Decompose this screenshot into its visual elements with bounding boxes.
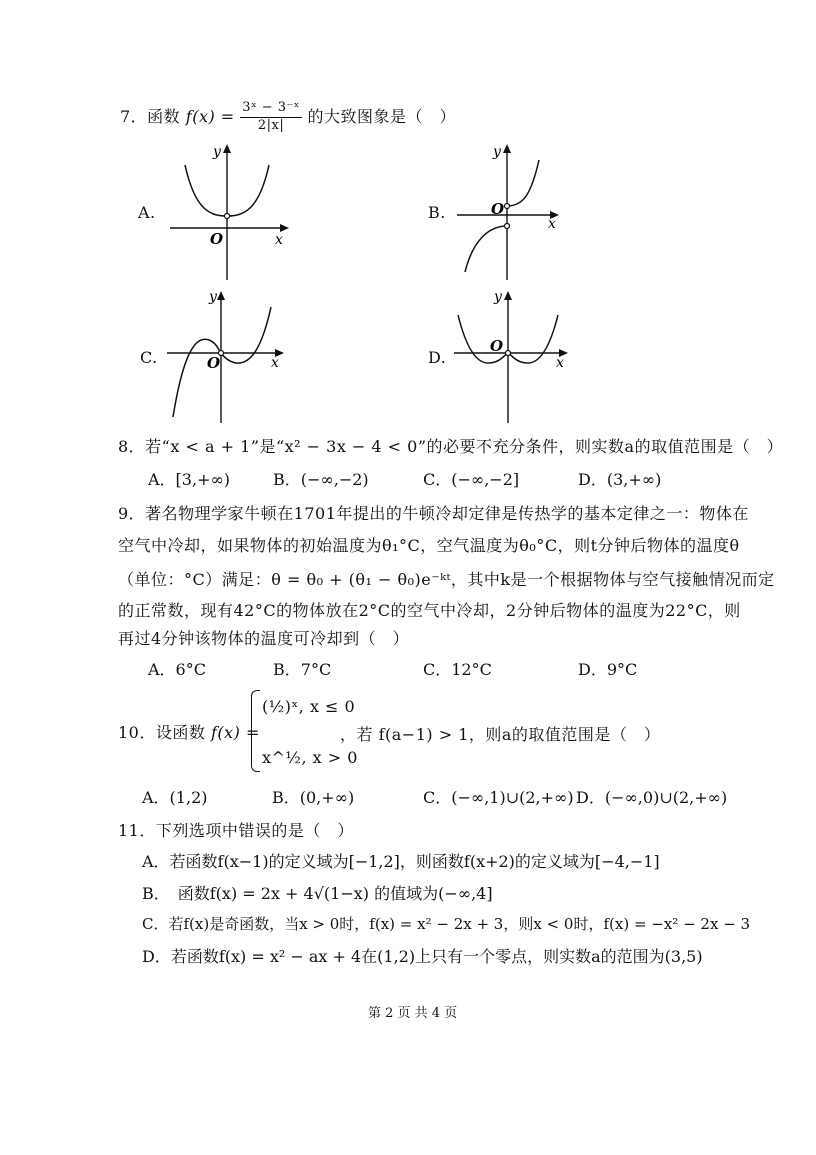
graph-a-x: x bbox=[275, 232, 283, 248]
q8-option-a: A．[3,+∞) bbox=[148, 470, 231, 489]
q11-stem: 11．下列选项中错误的是（ ） bbox=[118, 821, 354, 840]
graph-c bbox=[165, 285, 295, 425]
q8-stem: 8．若“x < a + 1”是“x² − 3x − 4 < 0”的必要不充分条件，则实数a的取值范围是（ ） bbox=[118, 437, 784, 456]
q11-option-a: A．若函数f(x−1)的定义域为[−1,2]，则函数f(x+2)的定义域为[−4,−1] bbox=[142, 852, 660, 871]
q10-option-c: C．(−∞,1)∪(2,+∞) bbox=[423, 788, 574, 807]
q9-option-c: C．12°C bbox=[423, 660, 492, 679]
q9-option-d: D．9°C bbox=[578, 660, 638, 679]
q9-line-2: 空气中冷却，如果物体的初始温度为θ₁°C，空气温度为θ₀°C，则t分钟后物体的温度θ bbox=[118, 536, 740, 555]
q10-option-b: B．(0,+∞) bbox=[272, 788, 355, 807]
q10-option-d: D．(−∞,0)∪(2,+∞) bbox=[576, 788, 728, 807]
graph-d-x: x bbox=[556, 355, 564, 371]
q11-option-d: D．若函数f(x) = x² − ax + 4在(1,2)上只有一个零点，则实数a的范围为(3,5) bbox=[142, 947, 703, 966]
page-footer: 第 2 页 共 4 页 bbox=[368, 1006, 458, 1021]
q9-option-a: A．6°C bbox=[148, 660, 206, 679]
graph-d-label: D. bbox=[428, 348, 447, 367]
graph-b bbox=[455, 140, 570, 285]
graph-a bbox=[165, 140, 295, 285]
graph-a-y: y bbox=[213, 144, 221, 160]
q10-option-a: A．(1,2) bbox=[142, 788, 208, 807]
q9-line-3: （单位：°C）满足：θ = θ₀ + (θ₁ − θ₀)e⁻ᵏᵗ，其中k是一个根据物体与空气接触情况而定 bbox=[118, 570, 775, 589]
q9-line-4: 的正常数，现有42°C的物体放在2°C的空气中冷却，2分钟后物体的温度为22°C，则 bbox=[118, 601, 741, 620]
graph-b-x: x bbox=[548, 216, 556, 232]
q10-case-1: (½)ˣ, x ≤ 0 bbox=[262, 697, 356, 716]
graph-d-origin: O bbox=[490, 337, 504, 355]
q8-option-b: B．(−∞,−2) bbox=[273, 470, 369, 489]
q8-option-c: C．(−∞,−2] bbox=[423, 470, 520, 489]
q11-option-b: B． 函数f(x) = 2x + 4√(1−x) 的值域为(−∞,4] bbox=[142, 884, 493, 903]
q9-option-b: B．7°C bbox=[273, 660, 332, 679]
graph-d bbox=[452, 285, 577, 425]
q10-prefix: 10．设函数 f(x) = bbox=[118, 723, 260, 742]
q11-option-c: C．若f(x)是奇函数，当x > 0时，f(x) = x² − 2x + 3，则x < 0时，f(x) = −x² − 2x − 3 bbox=[142, 915, 751, 933]
graph-c-x: x bbox=[271, 355, 279, 371]
graph-c-origin: O bbox=[207, 354, 221, 372]
q10-case-2: x^½, x > 0 bbox=[262, 748, 358, 767]
graph-b-y: y bbox=[493, 144, 501, 160]
graph-a-origin: O bbox=[210, 230, 224, 248]
q7-fraction: $\frac{\text{3ˣ − 3⁻ˣ}}{2|x|}$ bbox=[242, 100, 300, 133]
graph-b-origin: O bbox=[491, 200, 505, 218]
graph-c-label: C. bbox=[140, 348, 158, 367]
q7-func: f(x) = bbox=[185, 106, 235, 126]
graph-d-y: y bbox=[494, 289, 502, 305]
graph-b-label: B. bbox=[428, 203, 446, 222]
q8-option-d: D．(3,+∞) bbox=[578, 470, 662, 489]
q7-stem: 7．函数 f(x) = $\frac{\text{3ˣ − 3⁻ˣ}}{2|x|}$ 的大致图象是（ ） bbox=[120, 100, 456, 133]
q10-brace bbox=[251, 690, 260, 772]
graph-a-label: A. bbox=[138, 203, 156, 222]
graph-c-y: y bbox=[209, 289, 217, 305]
q10-suffix: ，若 f(a−1) > 1，则a的取值范围是（ ） bbox=[340, 725, 661, 744]
q9-line-5: 再过4分钟该物体的温度可冷却到（ ） bbox=[118, 629, 410, 648]
q9-line-1: 9．著名物理学家牛顿在1701年提出的牛顿冷却定律是传热学的基本定律之一：物体在 bbox=[118, 504, 749, 523]
